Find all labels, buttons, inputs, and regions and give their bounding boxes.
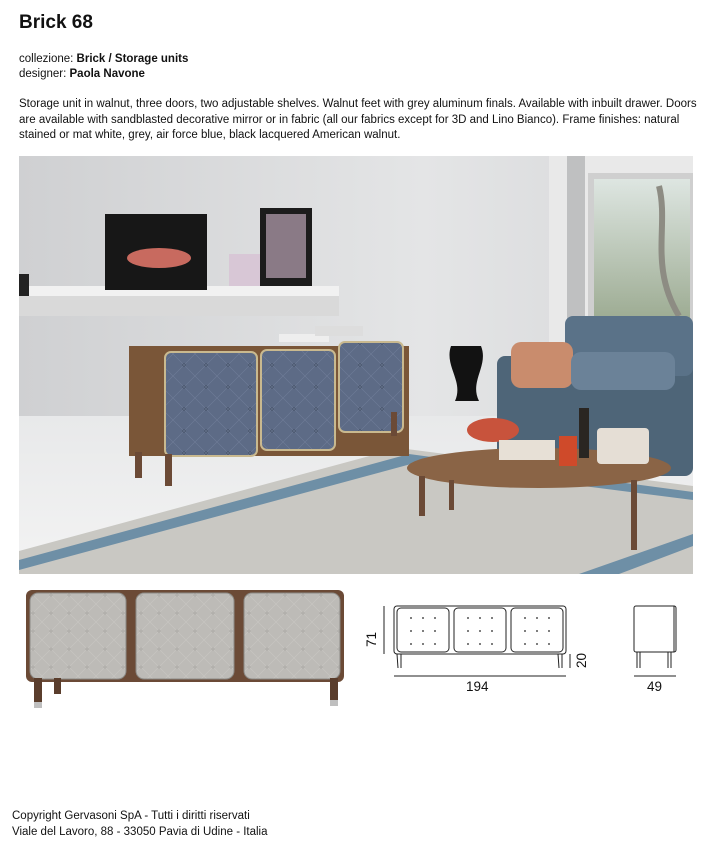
page-footer xyxy=(12,809,268,840)
dimension-height: 71 xyxy=(364,631,379,647)
dimension-depth: 49 xyxy=(647,679,663,694)
collection-line xyxy=(19,52,188,67)
technical-drawing-side xyxy=(628,602,688,687)
dimension-width: 194 xyxy=(466,679,489,694)
designer-value: Paola Navone xyxy=(69,68,145,80)
address-line: Viale del Lavoro, 88 - 33050 Pavia di Udine - Italia xyxy=(12,825,268,838)
product-meta xyxy=(19,52,188,82)
designer-label: designer: xyxy=(19,68,67,80)
product-title: Brick 68 xyxy=(19,12,93,33)
collection-label: collezione: xyxy=(19,53,74,65)
product-description: Storage unit in walnut, three doors, two adjustable shelves. Walnut feet with grey aluminum finals. Available with inbuilt drawer. Doors are available with sandblasted decorative mirror or in fabric (all our fabrics except for 3D and Lino Bianco). Frame finishes: natural stained or mat white, grey, air force blue, black lacquered American walnut. xyxy=(19,98,697,141)
interior-photo xyxy=(19,156,693,574)
product-front-render xyxy=(24,586,346,717)
collection-value: Brick / Storage units xyxy=(76,53,189,65)
designer-line xyxy=(19,67,188,82)
dimension-feet: 20 xyxy=(574,652,589,668)
copyright-line: Copyright Gervasoni SpA - Tutti i diritti riservati xyxy=(12,810,250,822)
